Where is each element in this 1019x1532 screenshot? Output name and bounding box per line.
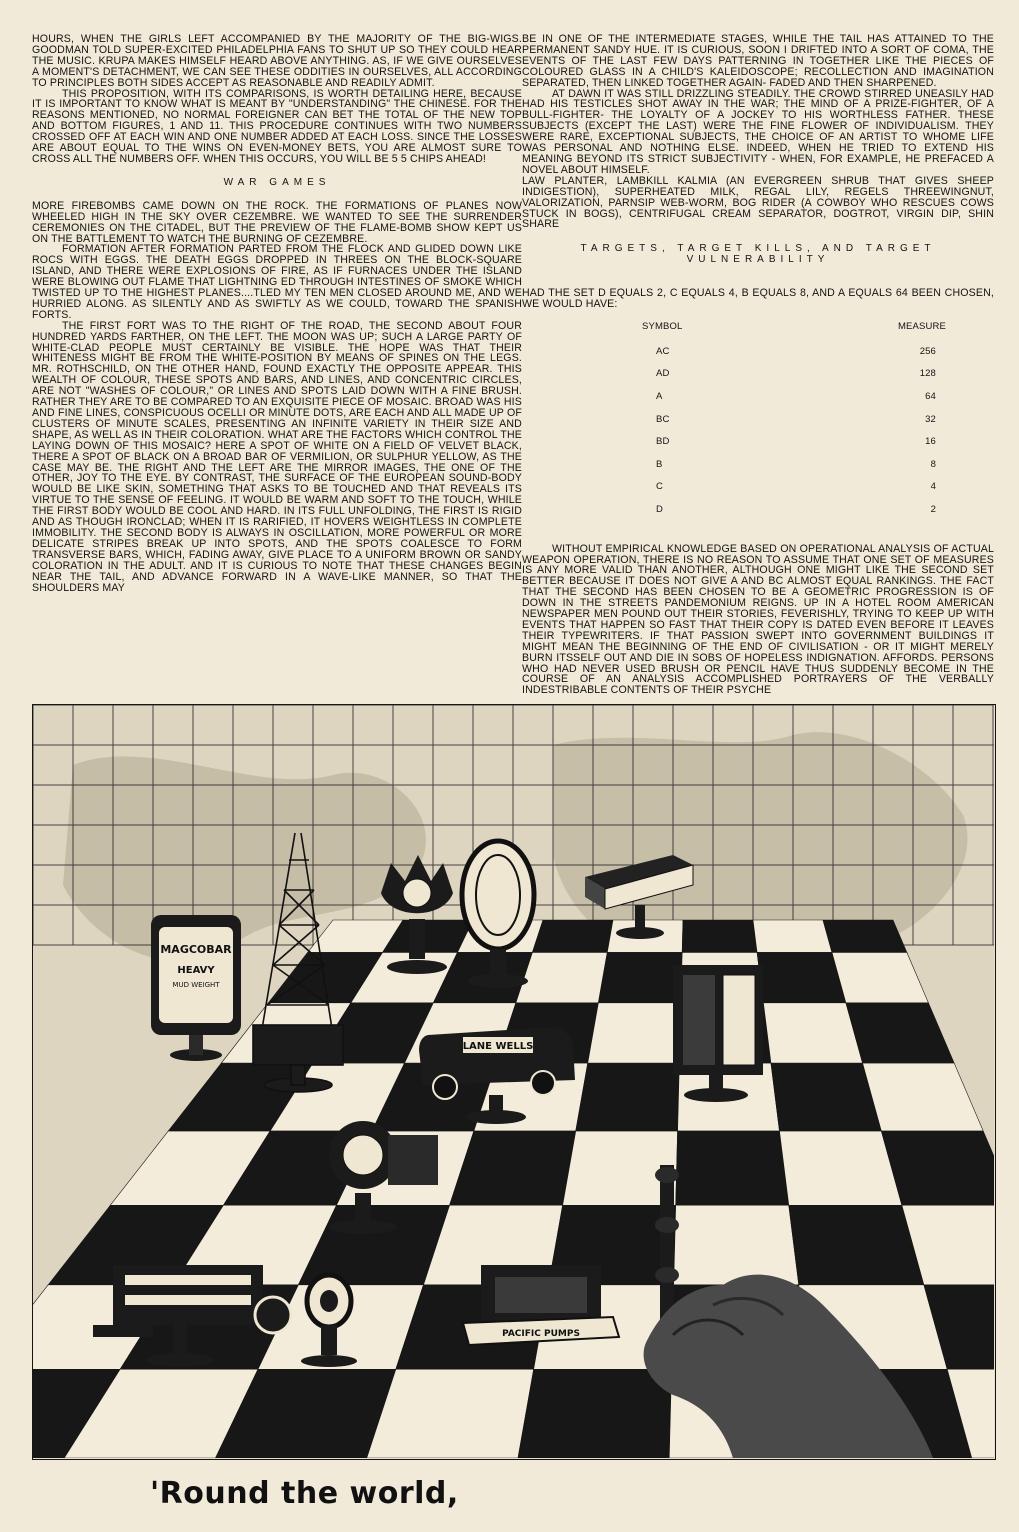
paragraph: HOURS, WHEN THE GIRLS LEFT ACCOMPANIED BY THE MAJORITY OF THE BIG-WIGS. GOODMAN TOLD SUPER-EXCITED PHILADELPHIA FANS TO SHUT UP SO THEY COULD HEAR THE MUSIC. KRUPA MAKES HIMSELF HEARD ABOVE ANYTHING. AS, IF WE GIVE OURSELVES A MOMENT'S DETACHMENT, WE CAN SEE THESE ODDITIES IN OURSELVES, ALL ACCORDING TO PRINCIPLES BOTH SIDES ACCEPT AS REASONABLE AND READILY ADMIT. — [32, 33, 522, 89]
symbol-cell: C — [656, 481, 664, 493]
board-square-dark — [576, 1063, 680, 1131]
table-row — [642, 415, 966, 438]
paragraph: WITHOUT EMPIRICAL KNOWLEDGE BASED ON OPERATIONAL ANALYSIS OF ACTUAL WEAPON OPERATION, THERE IS NO REASON TO ASSUME THAT ONE SET OF MEASURES IS ANY MORE VALID THAN ANOTHER, ALTHOUGH ONE MIGHT LIKE THE SECOND SET BETTER BECAUSE IT DOES NOT GIVE A AND BC ALMOST EQUAL RANKINGS. THE FACT THAT THE SECOND HAS BEEN CHOSEN TO BE A GEOMETRIC PROGRESSION IS OF DOWN IN THE STREETS PANDEMONIUM REIGNS. UP IN A HOTEL ROOM AMERICAN NEWSPAPER MEN POUND OUT THEIR STORIES, FEVERISHLY, TRYING TO KEEP UP WITH EVENTS THAT HAPPEN SO FAST THAT THEIR COPY IS DATED EVEN BEFORE IT LEAVES THEIR TYPEWRITERS. IF THAT PASSION SWEPT INTO GOVERNMENT BUILDINGS IT MIGHT MEAN THE BEGINNING OF THE END OF CIVILISATION - OR IT MIGHT MERELY BURN ITSSELF OUT AND DIE IN SOBS OF HOPELESS INDIGNATION. AFFORDS. PERSONS WHO HAD NEVER USED BRUSH OR PENCIL HAVE THUS SUDDENLY BECOME IN THE COURSE OF AN ANALYSIS ACCOMPLISHED PORTRAYERS OF THE VERBALLY INDESTRIBABLE CONTENTS OF THEIR PSYCHE — [522, 542, 994, 697]
section-title-line: VULNERABILITY — [686, 254, 830, 266]
left-text-column — [32, 34, 522, 593]
symbol-cell: BD — [656, 436, 670, 448]
board-square-dark — [771, 1063, 881, 1131]
paragraph: MORE FIREBOMBS CAME DOWN ON THE ROCK. THE FORMATIONS OF PLANES NOW WHEELED HIGH IN THE SKY OVER CEZEMBRE. WE WANTED TO SEE THE SURRENDER CEREMONIES ON THE CITADEL, BUT THE PREVIEW OF THE FLAME-BOMB SHOW KEPT US ON THE BATTLEMENT TO WATCH THE BURNING OF CEZEMBRE. — [32, 199, 522, 245]
mud-bag-label: MUD WEIGHT — [172, 981, 220, 989]
table-row — [642, 505, 966, 528]
mud-bag-label: HEAVY — [177, 965, 215, 976]
paragraph: THE FIRST FORT WAS TO THE RIGHT OF THE ROAD, THE SECOND ABOUT FOUR HUNDRED YARDS FARTHER, ON THE LEFT. THE MOON WAS UP; SUCH A LARGE PARTY OF WHITE-CLAD PEOPLE MUST CERTAINLY BE VISIBLE. THE HOPE WAS THAT THEIR WHITENESS MIGHT BE FROM THE WHITE-POSITION BY MEANS OF SPINES ON THE LEGS. MR. ROTHSCHILD, ON THE OTHER HAND, FOUND EXACTLY THE OPPOSITE APPEAR. THIS WEALTH OF COLOUR, THESE SPOTS AND BARS, AND LINES, AND CONCENTRIC CIRCLES, ARE NOT "WASHES OF COLOUR," OR LINES AND SPOTS LAID DOWN WITH A FINE BRUSH. RATHER THEY ARE TO BE COMPARED TO AN EXQUISITE PIECE OF MOSAIC. BROAD WAS HIS AND FINE LINES, CONSPICUOUS OCELLI OR MINUTE DOTS, ARE EACH AND ALL MADE UP OF CLUSTERS OF MINUTE SCALES, PRESENTING AN INFINITE VARIETY IN THEIR SIZE AND SHAPE, AS WELL AS IN THEIR COLORATION. WHAT ARE THE FACTORS WHICH CONTROL THE LAYING DOWN OF THIS MOSAIC? HERE A SPOT OF WHITE ON A FIELD OF VELVET BLACK, THERE A SPOT OF BLACK ON A BROAD BAR OF VERMILION, OR SULPHUR YELLOW, AS THE CASE MAY BE. THE RIGHT AND THE LEFT ARE THE MIRROR IMAGES, THE ONE OF THE OTHER, JOY TO THE EYE. BY CONTRAST, THE SURFACE OF THE EUROPEAN SOUND-BODY WOULD BE LIKE SKIN, SOMETHING THAT ASKS TO BE TOUCHED AND THAT REVEALS ITS VIRTUE TO THE SENSE OF FEELING. IT WOULD BE WARM AND SOFT TO THE TOUCH, WHILE THE FIRST BODY WOULD BE COOL AND HARD. IN ITS FULL UNFOLDING, THE FIRST IS RIGID AND AS THOUGH IRONCLAD; WHEN IT IS RARIFIED, IT HOVERS WEIGHTLESS IN COMPLETE IMMOBILITY. THE SECOND BODY IS ALWAYS IN OSCILLATION, MORE POWERFUL OR MORE DELICATE STRIPES BREAK UP INTO SPOTS, AND THE SPOTS COALESCE TO FORM TRANSVERSE BARS, WHICH, FADING AWAY, GIVE PLACE TO A UNIFORM BROWN OR SANDY COLORATION IN THE ADULT. AND IT IS CURIOUS TO NOTE THAT THESE CHANGES BEGIN NEAR THE TAIL, AND ADVANCE FORWARD IN A WAVE-LIKE MANNER, SO THAT THE SHOULDERS MAY — [32, 319, 522, 594]
truck-label: LANE WELLS — [462, 1041, 534, 1052]
mud-bag-label: MAGCOBAR — [160, 943, 232, 956]
symbol-cell: AD — [656, 368, 670, 380]
measure-cell: 8 — [930, 458, 936, 470]
board-square-dark — [598, 952, 682, 1002]
symbol-cell: BC — [656, 413, 670, 425]
symbol-cell: D — [656, 504, 664, 515]
board-square-dark — [676, 1131, 789, 1205]
paragraph: LAW PLANTER, LAMBKILL KALMIA (AN EVERGREEN SHRUB THAT GIVES SHEEP INDIGESTION), SUPERHEATED MILK, REGAL LILY, REGELS THREEWINGNUT, VALORIZATION, PARNSIP WEB-WORM, BOG RIDER (A COWBOY WHO RESCUES COWS STUCK IN BOGS), CENTRIFUGAL CREAM SEPARATOR, DOGTROT, VIRGIN DIP, SHIN SHARE — [522, 174, 994, 231]
measure-cell: 128 — [919, 368, 936, 380]
board-square-dark — [532, 920, 613, 952]
board-square-light — [763, 1003, 862, 1063]
pump-piece — [463, 1265, 619, 1345]
paragraph: AT DAWN IT WAS STILL DRIZZLING STEADILY. THE CROWD STIRRED UNEASILY HAD HAD HIS TESTICLES SHOT AWAY IN THE WAR; THE MIND OF A PRIZE-FIGHTER, OF A BULL-FIGHTER- THE LOYALTY OF A JOCKEY TO HIS WORTHLESS FATHER. THESE SUBJECTS (EXCEPT THE LAST) WERE THE FINE FLOWER OF INDIVIDUALISM. THEY WERE RARE, EXCEPTIONAL SUBJECTS, THE CHOICE OF AN ARTIST TO WHOME LIFE WAS PERSONAL AND NOTHING ELSE. INDEED, WHEN HE TRIED TO EXTEND HIS MEANING BEYOND ITS STRICT SUBJECTIVITY - WHEN, FOR EXAMPLE, HE PREFACED A NOVEL ABOUT HIMSELF. — [522, 87, 994, 176]
board-square-light — [674, 1205, 799, 1285]
measure-cell: 2 — [930, 504, 936, 515]
symbol-cell: A — [656, 391, 663, 403]
measures-table — [642, 322, 966, 528]
table-row — [642, 392, 966, 415]
chessboard-svg — [33, 705, 994, 1458]
right-text-column — [522, 34, 994, 696]
board-square-dark — [682, 920, 757, 952]
measure-cell: 32 — [925, 413, 936, 425]
bottom-headline: 'Round the world, — [150, 1476, 459, 1511]
section-title-war-games: WAR GAMES — [223, 176, 331, 188]
board-square-light — [367, 1369, 534, 1458]
measure-cell: 64 — [925, 391, 936, 403]
board-square-dark — [757, 952, 846, 1002]
board-square-dark — [789, 1205, 924, 1285]
paragraph: FORMATION AFTER FORMATION PARTED FROM THE FLOCK AND GLIDED DOWN LIKE ROCS WITH EGGS. THE DEATH EGGS DROPPED IN THREES ON THE BLOCK-SQUARE ISLAND, AND THERE WERE EXPLOSIONS OF FIRE, AS IF FURNACES UNDER THE ISLAND WERE BLOWING OUT FLAME THAT LIGHTNING ED THROUGH INTESTINES OF SMOKE WHICH TWISTED UP TO THE HIGHEST PLANES....TLED MY TEN MEN CLOSED AROUND ME, AND WE HURRIED ALONG. AS SILENTLY AND AS SWIFTLY AS WE COULD, TOWARD THE SPANISH FORTS. — [32, 243, 522, 321]
symbol-cell: AC — [656, 345, 670, 357]
map-continent-shape — [553, 732, 967, 951]
column-header-symbol: SYMBOL — [642, 320, 683, 332]
chessboard-illustration — [32, 704, 996, 1460]
table-row — [642, 460, 966, 483]
measures-table-wrap — [522, 322, 994, 528]
paragraph: BE IN ONE OF THE INTERMEDIATE STAGES, WHILE THE TAIL HAS ATTAINED TO THE PERMANENT SANDY HUE. IT IS CURIOUS, SOON I DRIFTED INTO A SORT OF COMA, THE EVENTS OF THE LAST FEW DAYS PATTERNING IN TOGETHER LIKE THE PIECES OF COLOURED GLASS IN A CHILD'S KALEIDOSCOPE; RECOLLECTION AND IMAGINATION SEPARATED, THEN LINKED TOGETHER AGAIN- FADED AND THEN SHARPENED. — [522, 33, 994, 89]
symbol-cell: B — [656, 458, 663, 470]
measure-cell: 16 — [925, 436, 936, 448]
board-square-light — [588, 1003, 681, 1063]
board-square-dark — [518, 1369, 672, 1458]
board-square-light — [516, 952, 607, 1002]
table-row — [642, 369, 966, 392]
table-row — [642, 482, 966, 505]
column-header-measure: MEASURE — [897, 320, 946, 332]
measure-cell: 4 — [930, 481, 936, 493]
pump-label: PACIFIC PUMPS — [502, 1329, 580, 1339]
section-title-line: TARGETS, TARGET KILLS, AND TARGET — [580, 243, 936, 255]
paragraph: HAD THE SET D EQUALS 2, C EQUALS 4, B EQUALS 8, AND A EQUALS 64 BEEN CHOSEN, WE WOULD HAVE: — [522, 287, 994, 311]
table-header-row — [642, 322, 966, 347]
table-row — [642, 347, 966, 370]
board-square-dark — [823, 920, 907, 952]
measures-table-body — [642, 347, 966, 528]
measure-cell: 256 — [919, 345, 936, 357]
paragraph: THIS PROPOSITION, WITH ITS COMPARISONS, IS WORTH DETAILING HERE, BECAUSE IT IS IMPORTANT TO KNOW WHAT IS MEANT BY "UNDERSTANDING" THE CHINESE. FOR THE REASONS MENTIONED, NO NORMAL FOREIGNER CAN BET THE TOTAL OF THE NEW TOP AND BOTTOM FIGURES, 1 AND 11. THIS PROCEDURE CONTINUES WITH TWO NUMBERS CROSSED OFF AT EACH WIN AND ONE NUMBER ADDED AT EACH LOSS. SINCE THE LOSSES ARE ABOUT EQUAL TO THE WINS ON EVEN-MONEY BETS, YOU ARE ALMOST SURE TO CROSS ALL THE NUMBERS OFF. WHEN THIS OCCURS, YOU WILL BE 5 5 CHIPS AHEAD! — [32, 87, 522, 165]
section-title-targets — [522, 244, 994, 266]
board-square-light — [753, 920, 832, 952]
table-row — [642, 437, 966, 460]
board-square-light — [779, 1131, 901, 1205]
